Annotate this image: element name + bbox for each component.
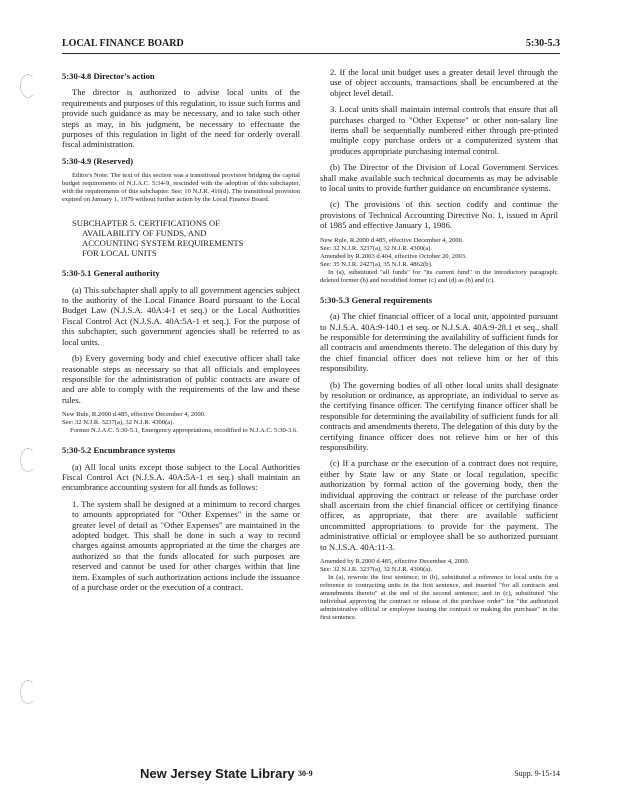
history-note: New Rule, R.2000 d.485, effective December 4, 2000. [320,236,464,244]
section-paragraph: (c) If a purchase or the execution of a contract does not require, either by State law or any State or local regulation, specific authorization by formal action of the governing body, then the individual approving the contract or release of the purchase order shall ascertain from the chief financial officer or certifying finance officer, as appropriate, that there are available sufficient uncommitted appropriations to provide for the payment. The administrative official or employee shall be so authorized pursuant to N.J.S.A. 40A:11-3. [320,458,558,552]
section-paragraph: (a) All local units except those subject to the Local Authorities Fiscal Control Act (N.J.S.A. 40A:5A-1 et seq.) shall maintain an encumbrance accounting system for all funds as follows: [62,461,300,493]
history-note: Amended by R.2000 d.485, effective December 4, 2000. [320,558,470,566]
history-note: New Rule, R.2000 d.485, effective December 4, 2000. [62,411,206,419]
page-number: 30-9 [298,769,313,778]
section-heading-5-3: 5:30-5.3 General requirements [320,294,433,305]
header-rule [62,53,560,54]
history-note: See: 35 N.J.R. 2427(a), 35 N.J.R. 4862(b). [320,260,433,268]
section-paragraph: (a) The chief financial officer of a local unit, appointed pursuant to N.J.S.A. 40A:9-140.1 et seq. or N.J.S.A. 40A:9-28.1 et seq., shall be responsible for determining the availability of sufficient funds for all contracts and amendments thereto. The delegation of this duty by the chief financial officer does not relieve him or her of this responsibility. [320,311,558,374]
history-note: In (a), rewrote the first sentence; in (b), substituted a reference to local units for a reference to contracting units in the first sentence, and inserted "for all contracts and amendments thereto" at the end of the second sentence; and in (c), substituted "the individual approving the contract or release of the purchase order" for "the authorized administrative official or employee issuing the contract or making the purchase" in the first sentence. [320,574,558,622]
section-paragraph: (b) Every governing body and chief executive officer shall take reasonable steps as necessary so that all officials and employees responsible for the administration of public contracts are aware of and are able to comply with the requirements of the law and these rules. [62,353,300,405]
history-note: Former N.J.A.C. 5:30-5.1, Emergency appropriations, recodified to N.J.A.C. 5:30-3.6. [70,427,298,435]
history-note: In (a), substituted "all funds" for "its current fund" in the introductory paragraph; deleted former (b) and recodified former (c) and (d) as (b) and (c). [320,268,558,284]
list-item: 2. If the local unit budget uses a greater detail level through the use of object accounts, transactions shall be encumbered at the object level detail. [330,67,558,98]
section-paragraph: The director is authorized to advise local units of the requirements and purposes of this regulation, to issue such forms and provide such guidance as may be necessary, and to take such other steps as may, in his judgment, be necessary to effectuate the purposes of this regulation in light of the need for orderly overall fiscal administration. [62,87,300,150]
left-column [62,67,300,598]
history-note: Amended by R.2003 d.404, effective October 20, 2003. [320,252,467,260]
section-heading-4-8: 5:30-4.8 Director's action [62,71,155,81]
binder-hole-mark [20,448,36,472]
binder-hole-mark [20,74,36,98]
supplement-date: Supp. 9-15-14 [514,769,560,778]
section-paragraph: (b) The governing bodies of all other local units shall designate by resolution or ordinance, as appropriate, an individual to serve as the certifying finance officer. The certifying finance officer shall be responsible for determining the availability of sufficient funds for all contracts and amendments thereto. The delegation of this duty by the certifying finance officer does not relieve him or her of this responsibility. [320,379,558,452]
subchapter-heading-line: FOR LOCAL UNITS [82,248,157,259]
library-stamp: New Jersey State Library [140,766,295,781]
section-paragraph: (a) This subchapter shall apply to all government agencies subject to the authority of the Local Finance Board pursuant to the Local Budget Law (N.J.S.A. 40A:4-1 et seq.) or the Local Authorities Fiscal Control Act (N.J.S.A. 40A:5A-1 et seq.). For the purpose of this subchapter, such government agencies shall be referred to as local units. [62,284,300,347]
section-heading-5-1: 5:30-5.1 General authority [62,268,160,279]
page-footer [62,766,560,782]
running-header [62,38,560,52]
header-section-number: 5:30-5.3 [525,38,560,49]
history-note: See: 32 N.J.R. 3237(a), 32 N.J.R. 4300(a). [62,419,175,427]
binder-hole-mark [20,680,36,704]
subchapter-heading [62,218,300,258]
right-column [320,67,558,628]
subchapter-heading-line: SUBCHAPTER 5. CERTIFICATIONS OF [72,218,220,229]
section-heading-4-9: 5:30-4.9 (Reserved) [62,155,134,166]
history-note: See: 32 N.J.R. 3237(a), 32 N.J.R. 4300(a). [320,566,433,574]
list-item: 1. The system shall be designed at a minimum to record charges to amounts appropriated for "Other Expenses" in the same or greater level of detail as "Other Expenses" are maintained in the adopted budget. This shall be done in such a way to record charges against amounts appropriated at the time the charges are authorized so that the funds allocated for such purposes are reserved and cannot be used for other charges within that line item. Examples of such authorization actions include the issuance of a purchase order or the execution of a contract. [72,498,300,592]
subchapter-heading-line: AVAILABILITY OF FUNDS, AND [82,228,207,239]
header-title: LOCAL FINANCE BOARD [62,38,184,49]
editors-note: Editor's Note: The text of this section was a transitional provision bridging the capital budget requirements of N.J.A.C. 5:34-9, rescinded with the adoption of this subchapter, with the requirements of this subchapter. See: 10 N.J.R. 416(d). The transitional provision expired on January 1, 1979 without further action by the Local Finance Board. [62,172,300,204]
list-item: 3. Local units shall maintain internal controls that ensure that all purchases charged to "Other Expense" or other non-salary line items shall be sequentially numbered either through pre-printed multiple copy purchase orders or a computerized system that produces appropriate purchasing internal control. [330,104,558,156]
section-paragraph: (b) The Director of the Division of Local Government Services shall make available such technical documents as may be advisable to local units to provide further guidance on encumbrance systems. [320,162,558,194]
subchapter-heading-line: ACCOUNTING SYSTEM REQUIREMENTS [82,238,244,249]
history-note: See: 32 N.J.R. 3237(a), 32 N.J.R. 4300(a). [320,244,433,252]
section-paragraph: (c) The provisions of this section codify and continue the provisions of Technical Accounting Directive No. 1, issued in April of 1985 and effective January 1, 1986. [320,199,558,231]
section-heading-5-2: 5:30-5.2 Encumbrance systems [62,445,176,456]
